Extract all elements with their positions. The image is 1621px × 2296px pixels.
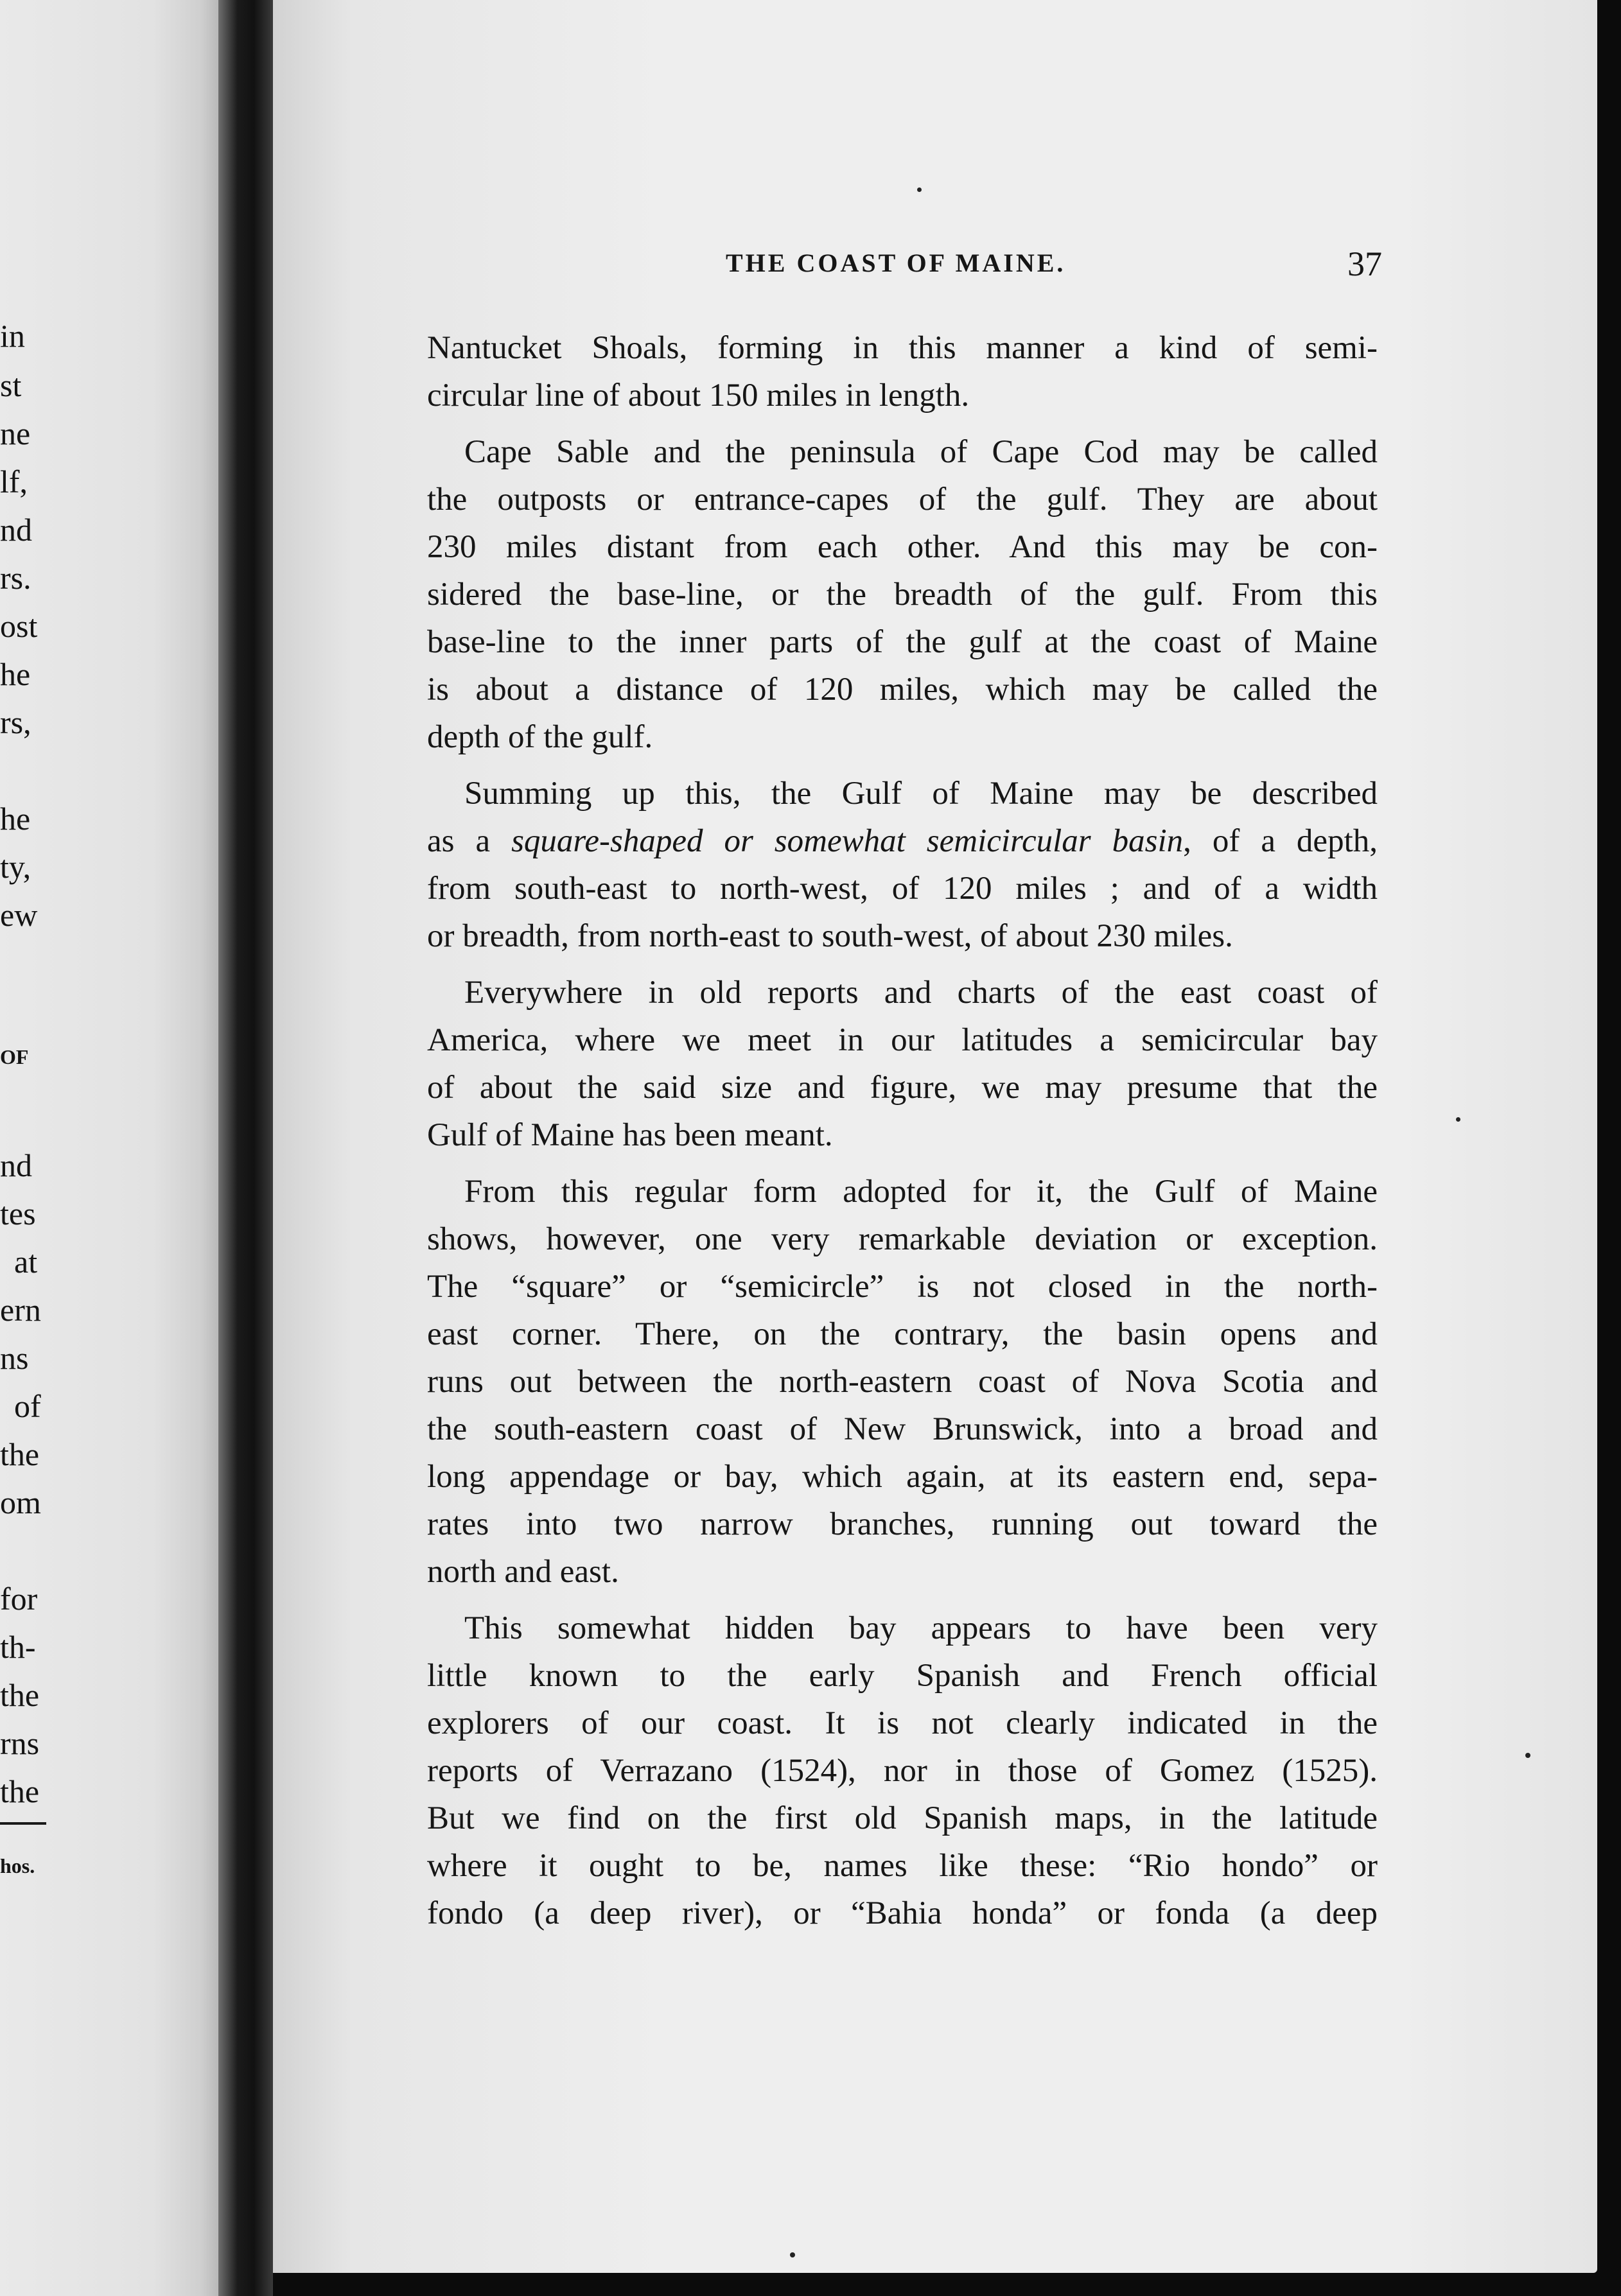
previous-page-text-fragment: ne — [0, 415, 31, 451]
text-line: reports of Verrazano (1524), nor in those of Gomez (1525). — [427, 1753, 1378, 1789]
text-line: The “square” or “semicircle” is not closed in the north- — [427, 1269, 1378, 1305]
text-segment: , of a depth, — [1183, 823, 1378, 859]
text-line: little known to the early Spanish and French official — [427, 1658, 1378, 1694]
previous-page-text-fragment: the — [0, 1773, 40, 1809]
text-line: This somewhat hidden bay appears to have been very — [464, 1610, 1378, 1646]
previous-page-text-fragment: at — [14, 1244, 38, 1280]
book-gutter — [218, 0, 273, 2296]
previous-page-text-fragment: ost — [0, 608, 38, 644]
paragraph — [427, 969, 1378, 1159]
body-text — [427, 324, 1378, 1946]
previous-page-text-fragment: the — [0, 1436, 40, 1472]
previous-page-text-fragment: ew — [0, 897, 38, 933]
previous-page-text-fragment: rs, — [0, 704, 31, 740]
previous-page-fragment — [0, 0, 218, 2296]
text-line: or breadth, from north-east to south-west, of about 230 miles. — [427, 918, 1233, 954]
previous-page-text-fragment: OF — [0, 1045, 29, 1068]
text-line: north and east. — [427, 1554, 619, 1590]
previous-page-text-fragment: rns — [0, 1725, 40, 1761]
text-line: sidered the base-line, or the breadth of the gulf. From this — [427, 577, 1378, 613]
text-line: depth of the gulf. — [427, 719, 653, 755]
text-line: base-line to the inner parts of the gulf at the coast of Maine — [427, 624, 1378, 660]
text-line: of about the said size and figure, we may presume that the — [427, 1070, 1378, 1106]
previous-page-text-fragment: ty, — [0, 849, 31, 885]
italic-phrase: square-shaped or somewhat semicircular basin — [511, 823, 1184, 859]
text-line — [427, 817, 1378, 865]
previous-page-text-fragment: nd — [0, 1147, 32, 1183]
text-line: where it ought to be, names like these: “Rio hondo” or — [427, 1848, 1378, 1884]
text-line: Summing up this, the Gulf of Maine may be described — [464, 776, 1378, 812]
text-line: Gulf of Maine has been meant. — [427, 1117, 833, 1153]
print-speck — [1456, 1117, 1460, 1122]
text-line: 230 miles distant from each other. And this may be con- — [427, 529, 1378, 565]
page-number: 37 — [1347, 245, 1382, 283]
paragraph — [427, 1605, 1378, 1937]
text-line: From this regular form adopted for it, the Gulf of Maine — [464, 1174, 1378, 1210]
previous-page-text-fragment: ern — [0, 1292, 41, 1328]
text-line: circular line of about 150 miles in length. — [427, 378, 970, 413]
previous-page-text-fragment: st — [0, 367, 22, 403]
paragraph — [427, 1168, 1378, 1596]
print-speck — [1525, 1753, 1530, 1758]
text-line: Cape Sable and the peninsula of Cape Cod may be called — [464, 434, 1378, 470]
previous-page-text-fragment: the — [0, 1677, 40, 1713]
previous-page-text-fragment: rs. — [0, 560, 31, 596]
previous-page-text-fragment: he — [0, 656, 31, 692]
previous-page-text-fragment: hos. — [0, 1854, 35, 1877]
previous-page-text-fragment: ns — [0, 1340, 29, 1376]
text-line: from south-east to north-west, of 120 miles ; and of a width — [427, 871, 1378, 907]
text-line: fondo (a deep river), or “Bahia honda” or fonda (a deep — [427, 1895, 1378, 1931]
text-line: long appendage or bay, which again, at its eastern end, sepa- — [427, 1459, 1378, 1495]
previous-page-text-fragment: om — [0, 1484, 41, 1520]
text-line: But we find on the first old Spanish maps, in the latitude — [427, 1800, 1378, 1836]
print-speck — [790, 2252, 795, 2257]
text-line: the outposts or entrance-capes of the gulf. They are about — [427, 482, 1378, 517]
previous-page-text-fragment: lf, — [0, 464, 28, 500]
text-line: explorers of our coast. It is not clearly indicated in the — [427, 1705, 1378, 1741]
text-line: is about a distance of 120 miles, which may be called the — [427, 672, 1378, 708]
paragraph — [427, 770, 1378, 960]
text-segment: as a — [427, 823, 512, 859]
text-line: east corner. There, on the contrary, the basin opens and — [427, 1316, 1378, 1352]
previous-page-text-fragment: he — [0, 801, 31, 837]
text-line: the south-eastern coast of New Brunswick, into a broad and — [427, 1411, 1378, 1447]
previous-page-text-fragment: th- — [0, 1629, 36, 1665]
previous-page-text-fragment: of — [14, 1388, 41, 1424]
previous-page-text-fragment: in — [0, 318, 25, 354]
paragraph — [427, 428, 1378, 761]
text-line: Nantucket Shoals, forming in this manner a kind of semi- — [427, 330, 1378, 366]
text-line: Everywhere in old reports and charts of the east coast of — [464, 975, 1378, 1011]
text-line: rates into two narrow branches, running out toward the — [427, 1506, 1378, 1542]
running-title: THE COAST OF MAINE. — [726, 248, 1066, 277]
text-line: America, where we meet in our latitudes a semicircular bay — [427, 1022, 1378, 1058]
print-speck — [917, 187, 922, 192]
text-line: shows, however, one very remarkable deviation or exception. — [427, 1221, 1378, 1257]
paragraph — [427, 324, 1378, 419]
footnote-rule — [0, 1822, 46, 1825]
text-line: runs out between the north-eastern coast of Nova Scotia and — [427, 1364, 1378, 1400]
previous-page-text-fragment: tes — [0, 1196, 36, 1231]
previous-page-text-fragment: nd — [0, 512, 32, 548]
previous-page-text-fragment: for — [0, 1581, 38, 1617]
